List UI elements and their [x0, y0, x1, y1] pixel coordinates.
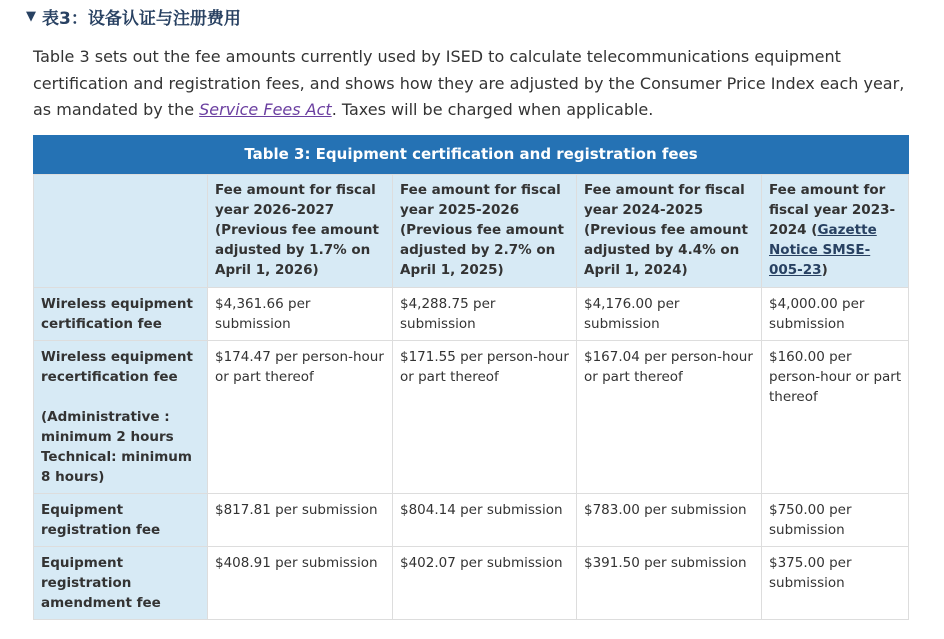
header-fy-2026-2027: Fee amount for fiscal year 2026-2027 (Previous fee amount adjusted by 1.7% on April 1, 2026) [208, 175, 393, 288]
row-label-registration-amendment: Equipment registration amendment fee [34, 547, 208, 620]
row-label-registration: Equipment registration fee [34, 494, 208, 547]
table-cell: $391.50 per submission [577, 547, 762, 620]
fees-table [33, 135, 909, 620]
table-cell: $817.81 per submission [208, 494, 393, 547]
table-cell: $783.00 per submission [577, 494, 762, 547]
intro-paragraph [33, 44, 913, 124]
table-cell: $4,361.66 per submission [208, 288, 393, 341]
table-cell: $167.04 per person-hour or part thereof [577, 341, 762, 494]
table-row [34, 494, 909, 547]
header-fy-2025-2026: Fee amount for fiscal year 2025-2026 (Previous fee amount adjusted by 2.7% on April 1, 2025) [393, 175, 577, 288]
section-title: 表3：设备认证与注册费用 [42, 9, 241, 29]
table-cell: $171.55 per person-hour or part thereof [393, 341, 577, 494]
details-summary-toggle[interactable] [26, 4, 241, 29]
table-cell: $4,288.75 per submission [393, 288, 577, 341]
table-row [34, 547, 909, 620]
table-cell: $804.14 per submission [393, 494, 577, 547]
table-cell: $160.00 per person-hour or part thereof [762, 341, 909, 494]
table-row [34, 341, 909, 494]
table-cell: $4,176.00 per submission [577, 288, 762, 341]
table-cell: $375.00 per submission [762, 547, 909, 620]
row-label-recertification-text: Wireless equipment recertification fee [41, 349, 193, 385]
header-empty-cell [34, 175, 208, 288]
header-fy-2023-2024-text: Fee amount for fiscal year 2023-2024 ( [769, 182, 896, 238]
row-label-recertification [34, 341, 208, 494]
table-cell: $4,000.00 per submission [762, 288, 909, 341]
table-caption: Table 3: Equipment certification and registration fees [33, 135, 909, 174]
intro-text-before: Table 3 sets out the fee amounts currently used by ISED to calculate telecommunications equipment certification and registration fees, and shows how they are adjusted by the Consumer Price Index each year, as mandated by the [33, 47, 905, 119]
table-row [34, 288, 909, 341]
table-cell: $174.47 per person-hour or part thereof [208, 341, 393, 494]
service-fees-act-link[interactable]: Service Fees Act [199, 100, 332, 119]
row-label-certification: Wireless equipment certification fee [34, 288, 208, 341]
triangle-down-icon: ▼ [26, 9, 36, 24]
table-cell: $408.91 per submission [208, 547, 393, 620]
header-fy-2024-2025: Fee amount for fiscal year 2024-2025 (Previous fee amount adjusted by 4.4% on April 1, 2024) [577, 175, 762, 288]
header-fy-2023-2024-after: ) [821, 262, 828, 278]
intro-text-after: . Taxes will be charged when applicable. [331, 100, 654, 119]
gazette-notice-link[interactable]: Gazette Notice SMSE-005-23 [769, 222, 877, 278]
table-cell: $750.00 per submission [762, 494, 909, 547]
header-fy-2023-2024 [762, 175, 909, 288]
table-header-row [34, 175, 909, 288]
row-label-recertification-note: (Administrative : minimum 2 hours Technical: minimum 8 hours) [41, 409, 192, 485]
table-cell: $402.07 per submission [393, 547, 577, 620]
